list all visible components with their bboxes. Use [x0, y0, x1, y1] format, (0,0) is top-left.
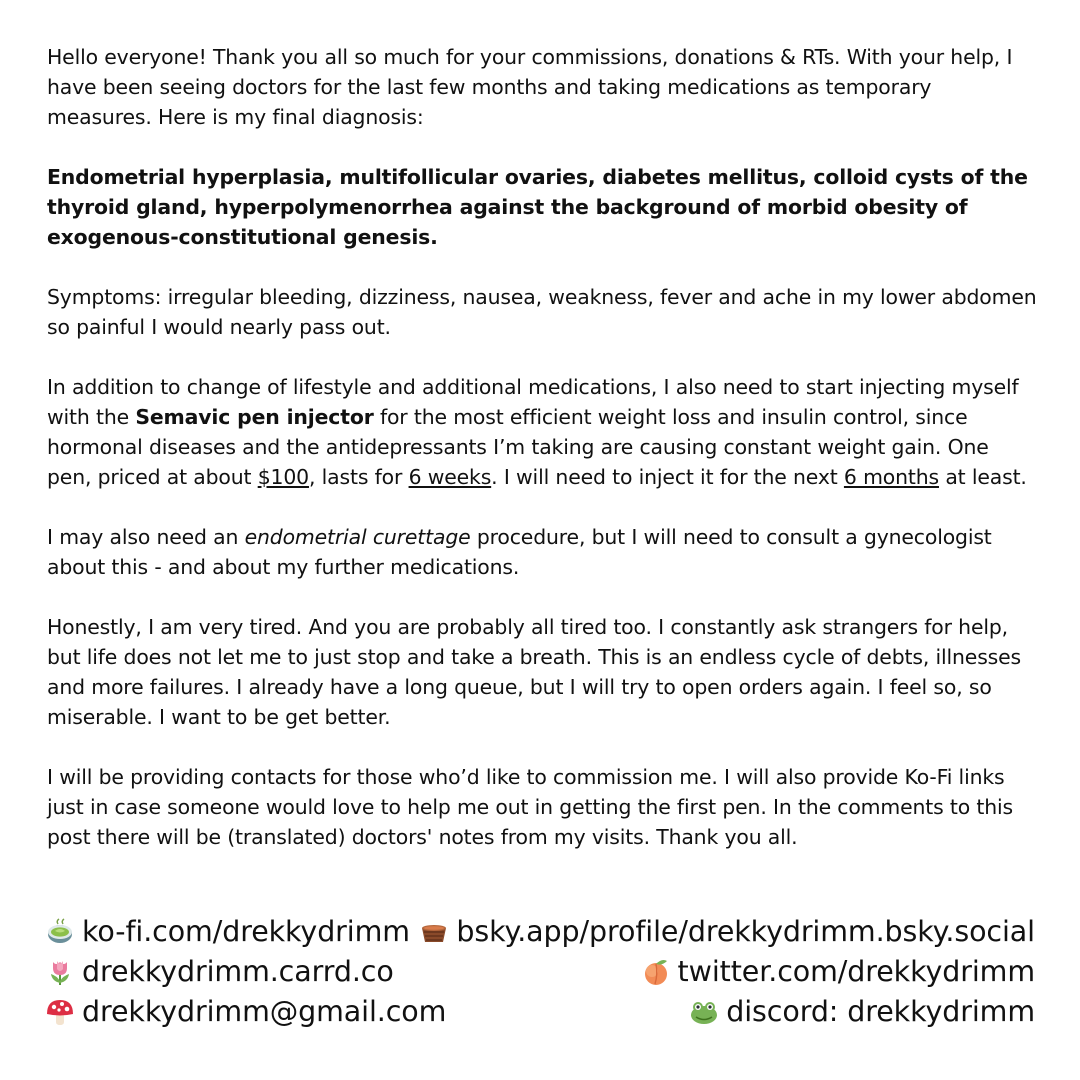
post-body — [47, 42, 1037, 882]
mushroom-icon — [45, 997, 75, 1027]
pen-name: Semavic pen injector — [135, 405, 374, 429]
pen-price: $100 — [257, 465, 309, 489]
matcha-cup-icon — [45, 917, 75, 947]
treatment-text-i: at least. — [938, 465, 1027, 489]
feelings-paragraph: Honestly, I am very tired. And you are probably all tired too. I constantly ask strangers for help, but life does not let me to just stop and take a breath. This is an endless cycle of debts, illnesses and more failures. I already have a long queue, but I will try to open orders again. I feel so, so miserable. I want to be get better. — [47, 615, 1022, 729]
contact-twitter[interactable] — [641, 952, 1035, 992]
frog-icon — [689, 997, 719, 1027]
contact-email-text: drekkydrimm@gmail.com — [82, 995, 447, 1028]
treatment-text-e: , lasts for — [308, 465, 409, 489]
contact-kofi[interactable] — [45, 912, 410, 952]
closing-paragraph: I will be providing contacts for those who’d like to commission me. I will also provide Ko-Fi links just in case someone would love to help me out in getting the first pen. In the comments to this post there will be (translated) doctors' notes from my visits. Thank you all. — [47, 765, 1014, 849]
treatment-text-a: In addition to change of lifestyle and additional medications, I also need to start injecting myself with the — [47, 375, 1019, 429]
contact-bsky[interactable] — [419, 912, 1035, 952]
contact-email[interactable] — [45, 992, 446, 1032]
contacts-row — [45, 952, 1035, 992]
contact-kofi-text: ko-fi.com/drekkydrimm — [82, 915, 410, 948]
contact-bsky-text: bsky.app/profile/drekkydrimm.bsky.social — [456, 915, 1035, 948]
treatment-duration: 6 months — [843, 465, 939, 489]
diagnosis-paragraph — [47, 162, 1037, 252]
procedure-text-c: procedure, but I will need to consult a gynecologist about this - and about my further medications. — [47, 525, 992, 579]
pen-duration: 6 weeks — [408, 465, 492, 489]
diagnosis-text: Endometrial hyperplasia, multifollicular ovaries, diabetes mellitus, colloid cysts of the thyroid gland, hyperpolymenorrhea against the background of morbid obesity of exogenous-constitutional genesis. — [47, 165, 1028, 249]
contacts-row — [45, 992, 1035, 1032]
procedure-text-a: I may also need an — [47, 525, 245, 549]
tulip-icon — [45, 957, 75, 987]
contact-discord-text: discord: drekkydrimm — [726, 995, 1035, 1028]
treatment-text-g: . I will need to inject it for the next — [491, 465, 844, 489]
contact-twitter-text: twitter.com/drekkydrimm — [677, 955, 1035, 988]
contact-carrd-text: drekkydrimm.carrd.co — [82, 955, 394, 988]
procedure-name: endometrial curettage — [244, 525, 471, 549]
contact-discord[interactable] — [689, 992, 1035, 1032]
treatment-text-c: for the most efficient weight loss and insulin control, since hormonal diseases and the antidepressants I’m taking are causing constant weight gain. One pen, priced at about — [47, 405, 989, 489]
intro-paragraph: Hello everyone! Thank you all so much for your commissions, donations & RTs. With your help, I have been seeing doctors for the last few months and taking medications as temporary measures. Here is my final diagnosis: — [47, 45, 1013, 129]
contacts-row — [45, 912, 1035, 952]
peach-icon — [641, 957, 671, 987]
contacts-section — [45, 912, 1035, 1032]
contact-carrd[interactable] — [45, 952, 394, 992]
symptoms-paragraph: Symptoms: irregular bleeding, dizziness, nausea, weakness, fever and ache in my lower abdomen so painful I would nearly pass out. — [47, 285, 1037, 339]
treatment-paragraph — [47, 372, 1037, 492]
procedure-paragraph — [47, 522, 1037, 582]
basket-icon — [419, 917, 449, 947]
